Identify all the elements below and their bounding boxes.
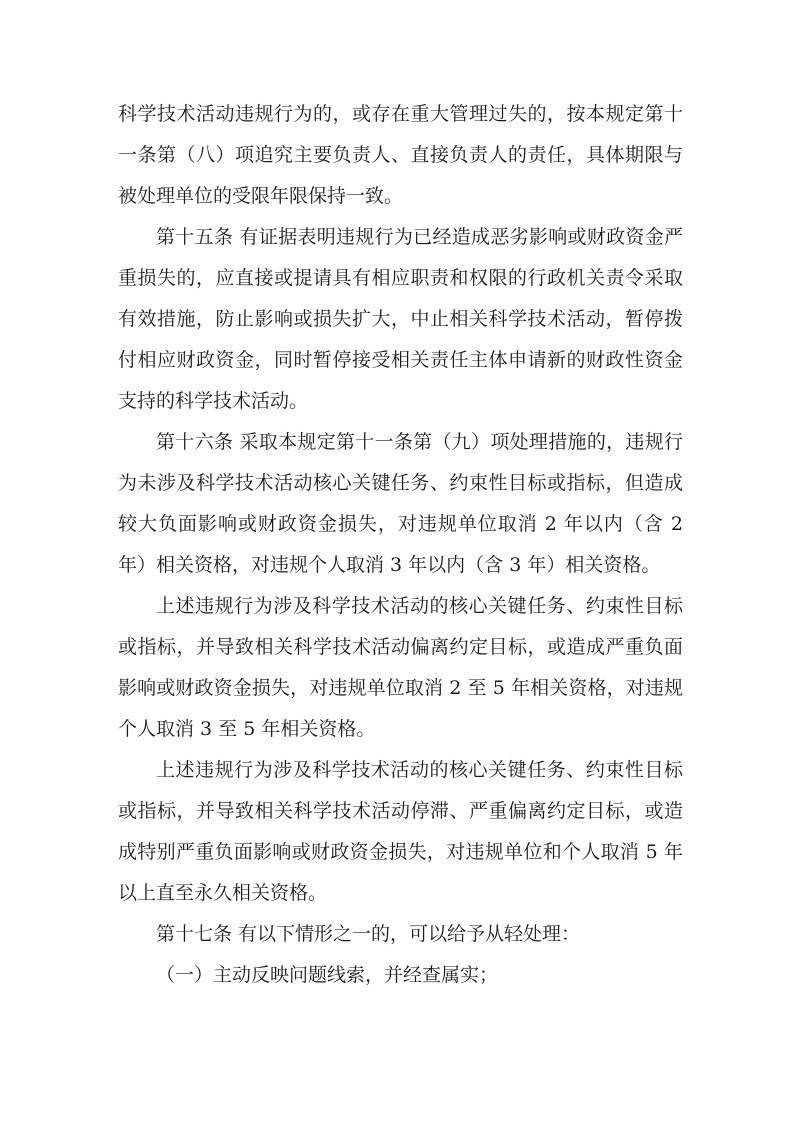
paragraph: 第十七条 有以下情形之一的，可以给予从轻处理： [156, 923, 581, 945]
paragraph: 科学技术活动违规行为的，或存在重大管理过失的，按本规定第十一条第（八）项追究主要负责人、直接负责人的责任，具体期限与被处理单位的受限年限保持一致。 [118, 103, 683, 207]
paragraph: 上述违规行为涉及科学技术活动的核心关键任务、约束性目标或指标，并导致相关科学技术活动偏离约定目标，或造成严重负面影响或财政资金损失，对违规单位取消 2 至 5 年相关资格，对违规个人取消 3 至 5 年相关资格。 [118, 595, 683, 740]
paragraph: 第十六条 采取本规定第十一条第（九）项处理措施的，违规行为未涉及科学技术活动核心关键任务、约束性目标或指标，但造成较大负面影响或财政资金损失，对违规单位取消 2 年以内（含 2 年）相关资格，对违规个人取消 3 年以内（含 3 年）相关资格。 [118, 431, 683, 576]
document-body [118, 94, 683, 996]
paragraph: 第十五条 有证据表明违规行为已经造成恶劣影响或财政资金严重损失的，应直接或提请具有相应职责和权限的行政机关责令采取有效措施，防止影响或损失扩大，中止相关科学技术活动，暂停拨付相应财政资金，同时暂停接受相关责任主体申请新的财政性资金支持的科学技术活动。 [118, 226, 683, 412]
paragraph: 上述违规行为涉及科学技术活动的核心关键任务、约束性目标或指标，并导致相关科学技术活动停滞、严重偏离约定目标，或造成特别严重负面影响或财政资金损失，对违规单位和个人取消 5 年以上直至永久相关资格。 [118, 759, 683, 904]
paragraph: （一）主动反映问题线索，并经查属实； [156, 964, 499, 986]
